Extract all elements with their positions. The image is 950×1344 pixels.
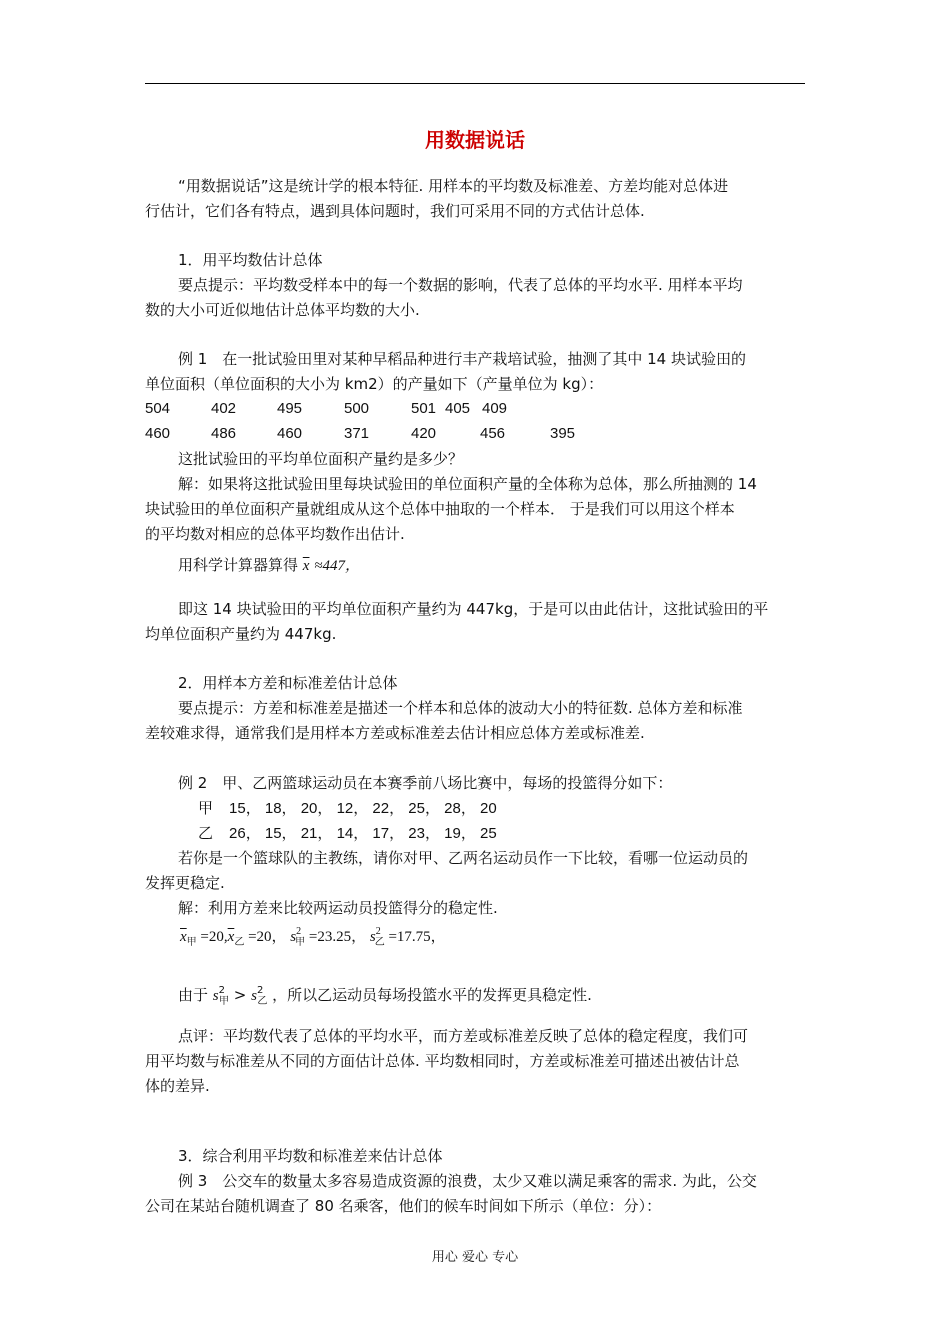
data-value: 501 (411, 400, 437, 417)
compare-prefix: 由于 (178, 986, 209, 1004)
example1-conclusion-line-1: 即这 14 块试验田的平均单位面积产量约为 447kg，于是可以由此估计，这批试验田的平 (178, 600, 769, 618)
data-value: 460 (277, 425, 303, 442)
compare-sub-a: 甲 (219, 996, 230, 1007)
data-value: 504 (145, 400, 171, 417)
comment-line-3: 体的差异. (145, 1077, 210, 1095)
example1-solution-line-1: 解：如果将这批试验田里每块试验田的单位面积产量的全体称为总体，那么所抽测的 14 (178, 475, 757, 493)
data-value: 405 (445, 400, 471, 417)
subscript-b2: 乙 (374, 937, 385, 948)
data-value: 420 (411, 425, 437, 442)
example2-question-line-1: 若你是一个篮球队的主教练，请你对甲、乙两名运动员作一下比较，看哪一位运动员的 (178, 849, 749, 867)
page-title: 用数据说话 (425, 128, 525, 152)
variance-symbol-b: s (369, 929, 376, 945)
superscript-b: 2 (375, 926, 381, 937)
example2-solution: 解：利用方差来比较两运动员投篮得分的稳定性. (178, 899, 498, 917)
data-value: 495 (277, 400, 303, 417)
section2-tip-line-2: 差较难求得，通常我们是用样本方差或标准差去估计相应总体方差或标准差. (145, 724, 645, 742)
compare-operator: > (233, 986, 247, 1004)
page-footer: 用心 爱心 专心 (431, 1250, 519, 1265)
compare-line (178, 983, 592, 1007)
data-value: 456 (480, 425, 506, 442)
example3-line-2: 公司在某站台随机调查了 80 名乘客，他们的候车时间如下所示（单位：分）： (145, 1197, 662, 1215)
data-value: 395 (550, 425, 576, 442)
mean-symbol-b: $\overline{x}$ (227, 929, 235, 945)
subscript-b: 乙 (234, 937, 245, 948)
variance-a-value: =23.25， (308, 929, 367, 945)
compare-suffix: ，所以乙运动员每场投篮水平的发挥更具稳定性. (272, 986, 592, 1004)
section2-tip-line-1: 要点提示：方差和标准差是描述一个样本和总体的波动大小的特征数. 总体方差和标准 (178, 699, 743, 717)
intro-line-1: “用数据说话”这是统计学的根本特征. 用样本的平均数及标准差、方差均能对总体进 (178, 177, 729, 195)
example2-question-line-2: 发挥更稳定. (145, 874, 225, 892)
header-rule (145, 83, 805, 84)
variance-b-value: =17.75 (388, 929, 431, 945)
player-a-name: 甲 (198, 799, 214, 817)
section2-heading: 2．用样本方差和标准差估计总体 (178, 674, 398, 692)
calc-prefix: 用科学计算器算得 (178, 556, 299, 574)
subscript-a: 甲 (186, 937, 197, 948)
superscript-a: 2 (296, 926, 302, 937)
mean-a-value: =20, (200, 929, 228, 945)
player-b-scores: 26， 15， 21， 14， 17， 23， 19， 25 (229, 825, 497, 842)
section1-tip-line-2: 数的大小可近似地估计总体平均数的大小. (145, 301, 420, 319)
section1-tip-line-1: 要点提示：平均数受样本中的每一个数据的影响，代表了总体的平均水平. 用样本平均 (178, 276, 743, 294)
player-a-row (198, 796, 497, 820)
data-value: 460 (145, 425, 171, 442)
compare-sub-b: 乙 (257, 996, 268, 1007)
compare-sup-b: 2 (257, 985, 264, 996)
compare-s-a: s (212, 988, 219, 1004)
data-value: 486 (211, 425, 237, 442)
section3-heading: 3．综合利用平均数和标准差来估计总体 (178, 1147, 443, 1165)
data-value: 409 (482, 400, 508, 417)
example2-line: 例 2 甲、乙两篮球运动员在本赛季前八场比赛中，每场的投篮得分如下： (178, 774, 673, 792)
compare-sup-a: 2 (218, 985, 226, 996)
example1-solution-line-3: 的平均数对相应的总体平均数作出估计. (145, 525, 405, 543)
player-b-name: 乙 (198, 824, 214, 842)
data-value: 371 (344, 425, 370, 442)
calc-value: ≈447， (314, 558, 360, 574)
data-value: 500 (344, 400, 370, 417)
example1-line-2: 单位面积（单位面积的大小为 km2）的产量如下（产量单位为 kg）： (145, 375, 604, 393)
mean-symbol: $\overline{x}$ (302, 558, 310, 574)
comment-line-2: 用平均数与标准差从不同的方面估计总体. 平均数相同时，方差或标准差可描述出被估计总 (145, 1052, 740, 1070)
variance-symbol-a: s (290, 929, 297, 945)
mean-b-value: =20， (248, 929, 287, 945)
section1-heading: 1．用平均数估计总体 (178, 251, 323, 269)
intro-line-2: 行估计，它们各有特点，遇到具体问题时，我们可采用不同的方式估计总体. (145, 202, 645, 220)
player-b-row (198, 821, 497, 845)
example1-line-1: 例 1 在一批试验田里对某种早稻品种进行丰产栽培试验，抽测了其中 14 块试验田的 (178, 350, 746, 368)
example1-question: 这批试验田的平均单位面积产量约是多少？ (178, 450, 464, 468)
comment-line-1: 点评：平均数代表了总体的平均水平，而方差或标准差反映了总体的稳定程度，我们可 (178, 1027, 749, 1045)
formula-tail: ， (430, 929, 446, 945)
compare-s-b: s (251, 988, 257, 1004)
formula-line (180, 925, 446, 949)
example1-conclusion-line-2: 均单位面积产量约为 447kg. (145, 625, 337, 643)
example1-solution-line-2: 块试验田的单位面积产量就组成从这个总体中抽取的一个样本． 于是我们可以用这个样本 (145, 500, 735, 518)
example3-line-1: 例 3 公交车的数量太多容易造成资源的浪费，太少又难以满足乘客的需求. 为此，公交 (178, 1172, 757, 1190)
player-a-scores: 15， 18， 20， 12， 22， 25， 28， 20 (229, 800, 497, 817)
calc-line (178, 553, 360, 577)
mean-symbol-a: $\overline{x}$ (180, 929, 187, 945)
data-value: 402 (211, 400, 237, 417)
subscript-a2: 甲 (295, 937, 306, 948)
